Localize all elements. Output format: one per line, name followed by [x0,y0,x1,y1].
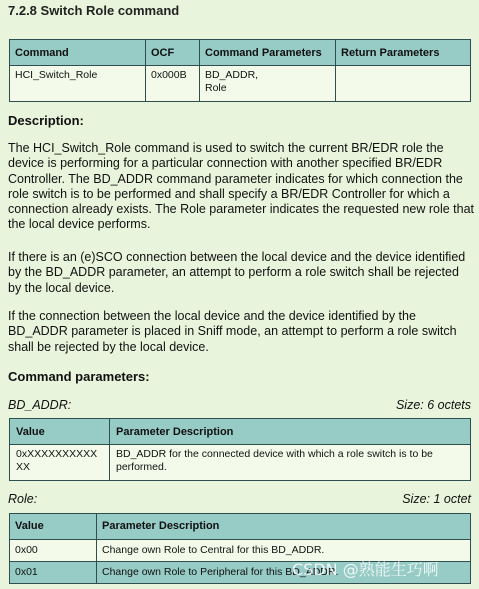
command-parameters-title: Command parameters: [8,369,150,384]
cell-command: HCI_Switch_Role [10,66,146,102]
table-header-row [10,419,471,445]
table-row [10,66,471,102]
param-role: Role [205,82,227,94]
col-header-value: Value [10,514,97,540]
section-heading: 7.2.8 Switch Role command [8,3,180,18]
col-header-return-parameters: Return Parameters [336,40,471,66]
description-paragraph-3: If the connection between the local device and the device identified by the BD_ADDR parameter is placed in Sniff mode, an attempt to perform a role switch shall be rejected by the local device. [8,309,457,354]
col-header-value: Value [10,419,110,445]
bd-addr-param-size: Size: 6 octets [395,398,471,412]
command-table [9,39,471,102]
cell-value: 0xXXXXXXXXXXXX [10,445,110,481]
col-header-parameter-description: Parameter Description [97,514,471,540]
col-header-parameter-description: Parameter Description [110,419,471,445]
col-header-command: Command [10,40,146,66]
role-param-name: Role: [8,492,38,506]
csdn-watermark: CSDN @熟能生巧啊 [292,560,439,579]
param-bd-addr: BD_ADDR, [205,69,259,81]
cell-description: Change own Role to Peripheral for this BD_ADDR. [97,562,471,584]
cell-description: BD_ADDR for the connected device with which a role switch is to be performed. [110,445,471,481]
description-title: Description: [8,113,84,128]
cell-command-parameters [200,66,336,102]
col-header-ocf: OCF [146,40,200,66]
bd-addr-param-name: BD_ADDR: [8,398,72,412]
bd-addr-table [9,418,471,481]
col-header-command-parameters: Command Parameters [200,40,336,66]
cell-value: 0x01 [10,562,97,584]
cell-description: Change own Role to Central for this BD_ADDR. [97,540,471,562]
description-paragraph-1: The HCI_Switch_Role command is used to switch the current BR/EDR role the device is performing for a particular connection with another specified BR/EDR Controller. The BD_ADDR command parameter indicates for which connection the role switch is to be performed and shall specify a BR/EDR Controller for which a connection already exists. The Role parameter indicates the requested new role that the local device performs. [8,141,475,232]
role-param-size: Size: 1 octet [402,492,471,506]
cell-value: 0x00 [10,540,97,562]
description-paragraph-2: If there is an (e)SCO connection between the local device and the device identified by the BD_ADDR parameter, an attempt to perform a role switch shall be rejected by the local device. [8,250,466,295]
table-header-row [10,514,471,540]
table-row [10,445,471,481]
cell-ocf: 0x000B [146,66,200,102]
cell-return-parameters [336,66,471,102]
table-header-row [10,40,471,66]
